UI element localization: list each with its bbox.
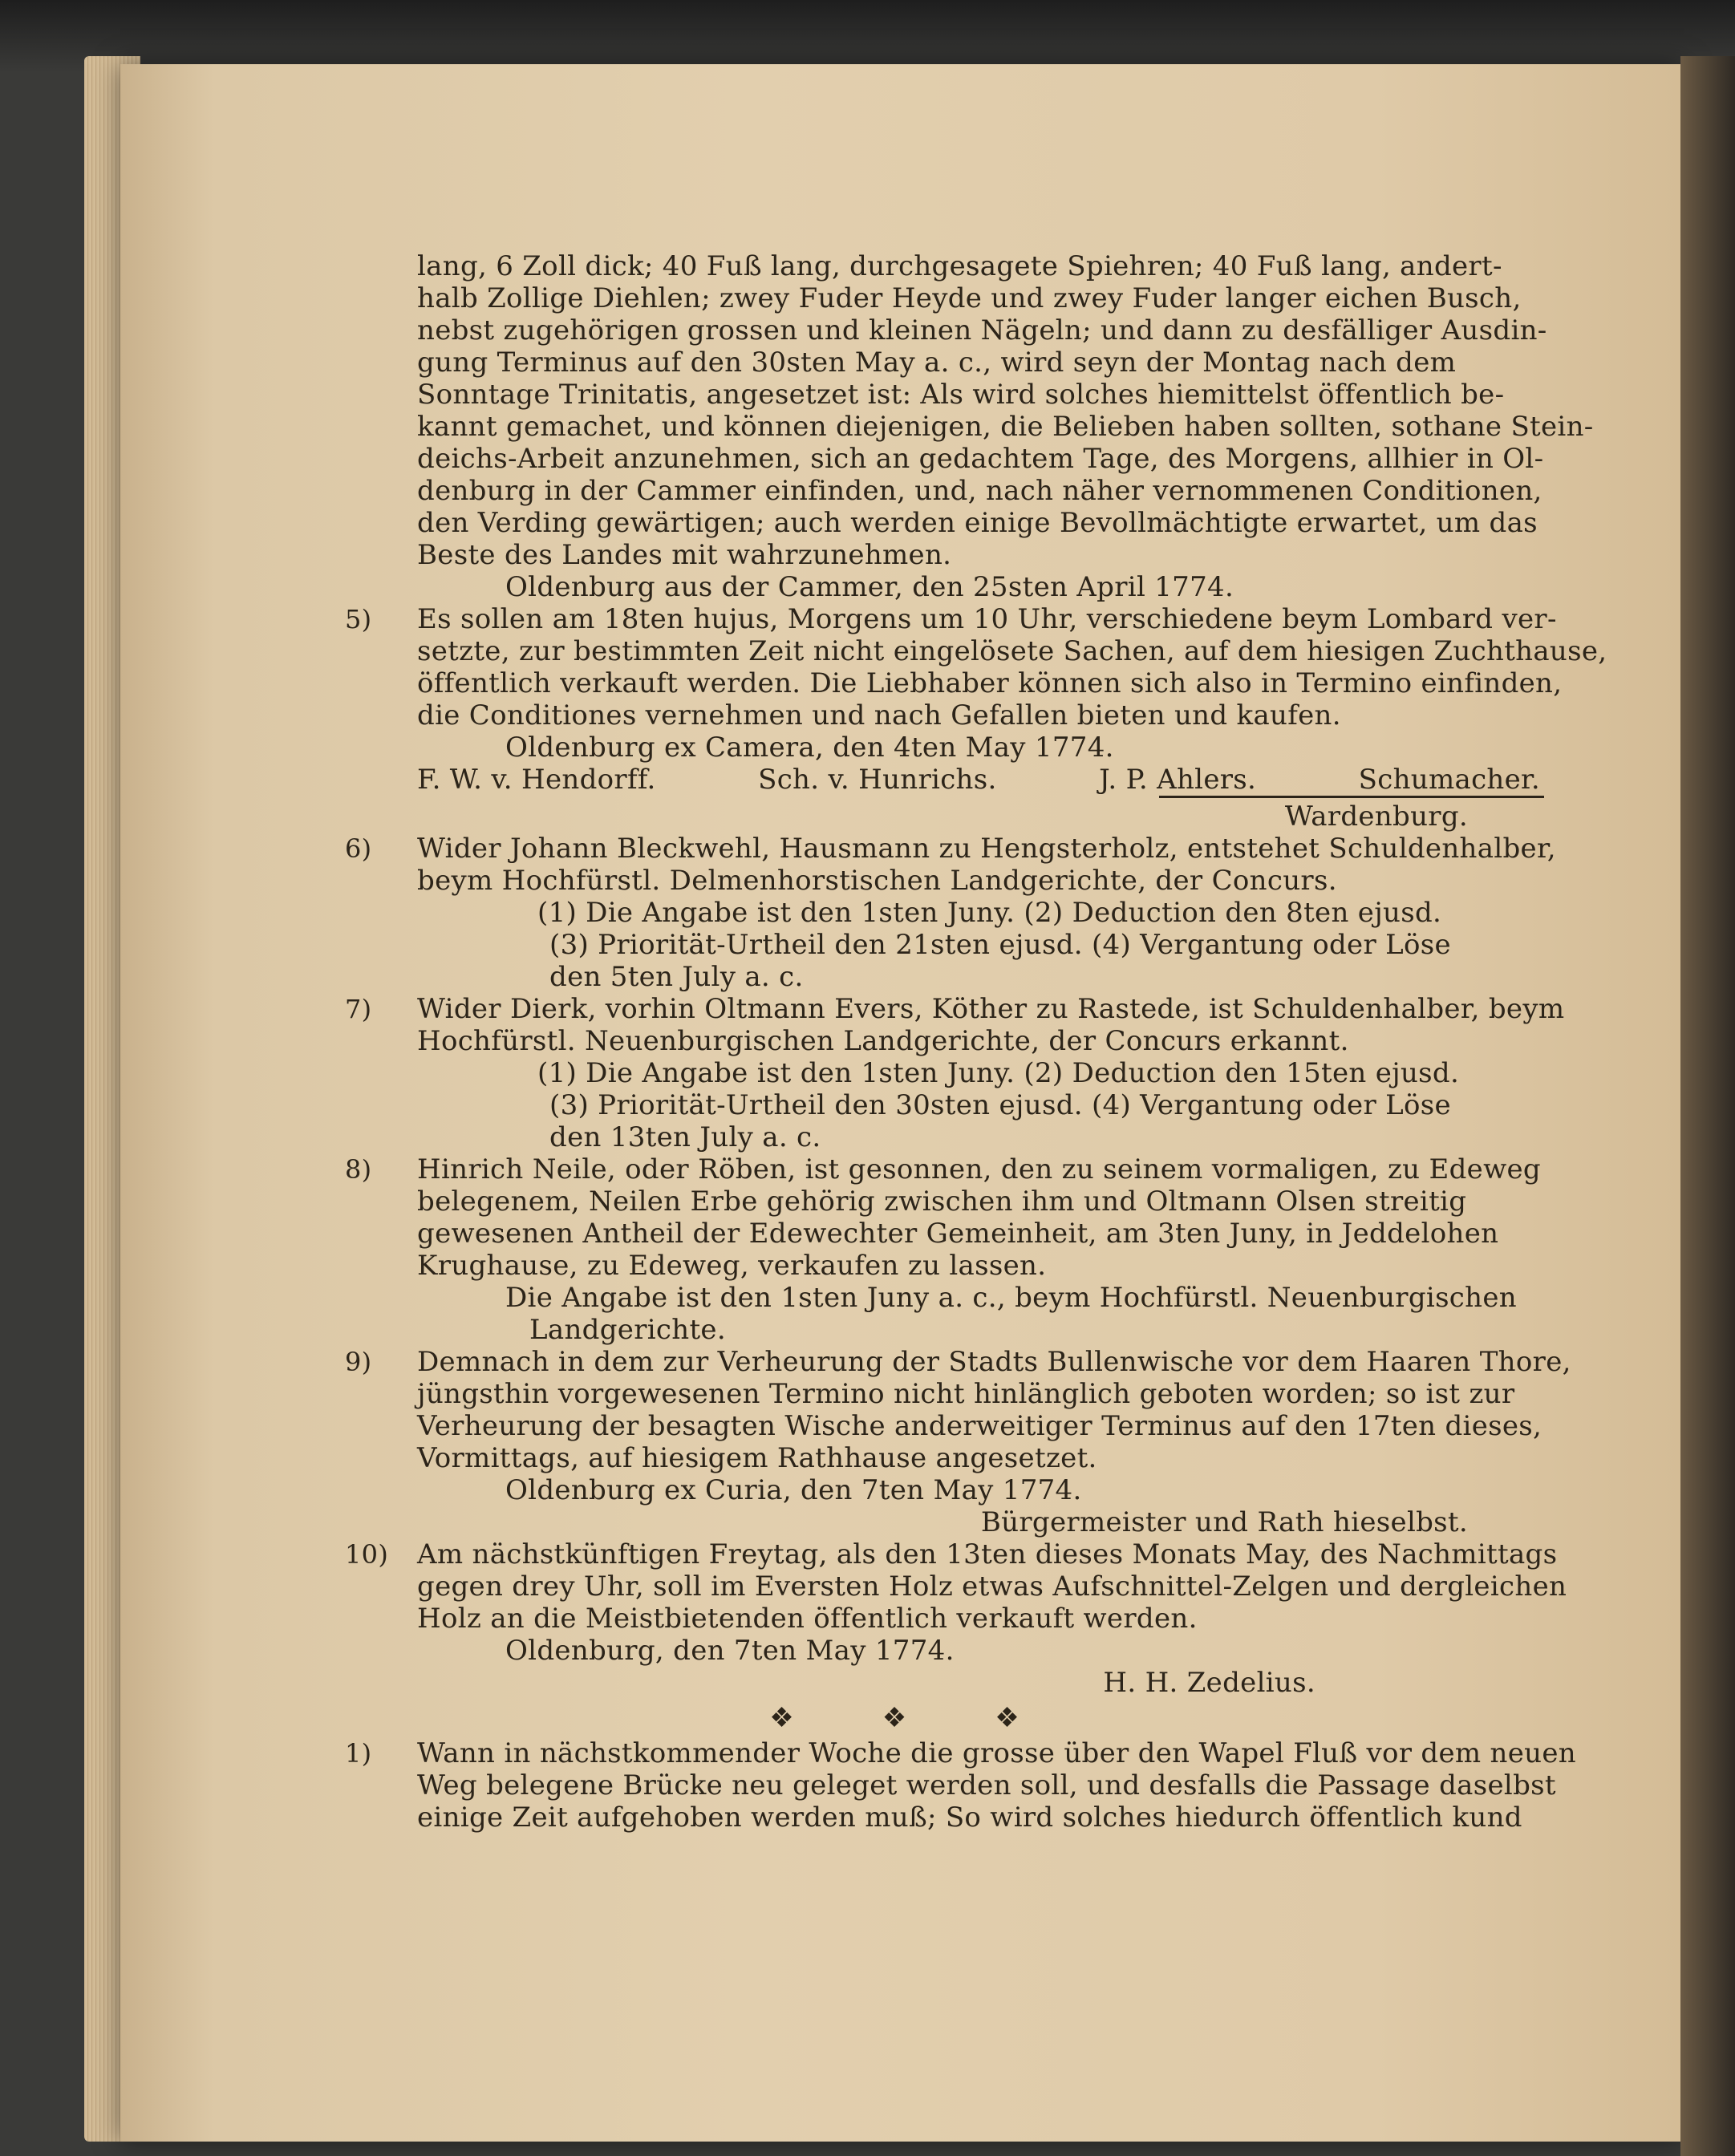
text-line: (1) Die Angabe ist den 1sten Juny. (2) Deduction den 15ten ejusd. — [537, 1057, 1460, 1089]
text-line: (3) Priorität-Urtheil den 30sten ejusd. (4) Vergantung oder Löse — [549, 1089, 1451, 1121]
text-line: Sonntage Trinitatis, angesetzet ist: Als wird solches hiemittelst öffentlich be- — [417, 379, 1505, 411]
text-line: Demnach in dem zur Verheurung der Stadts Bullenwische vor dem Haaren Thore, — [417, 1346, 1571, 1378]
entry-number: 7) — [345, 994, 372, 1024]
entry-10 — [345, 1538, 1567, 1699]
text-line: setzte, zur bestimmten Zeit nicht eingelösete Sachen, auf dem hiesigen Zuchthause, — [417, 635, 1607, 667]
dateline: Oldenburg ex Camera, den 4ten May 1774. — [505, 732, 1114, 764]
signature: Sch. v. Hunrichs. — [758, 764, 997, 796]
signature: J. P. Ahlers. — [1099, 764, 1257, 796]
binding-gutter — [1680, 56, 1735, 2156]
text-line: (3) Priorität-Urtheil den 21sten ejusd. (4) Vergantung oder Löse — [549, 929, 1451, 961]
entry-number: 6) — [345, 833, 372, 864]
separator-rule — [417, 796, 1556, 800]
text-line: Wider Johann Bleckwehl, Hausmann zu Hengsterholz, entstehet Schuldenhalber, — [417, 833, 1556, 865]
entry-number: 8) — [345, 1154, 372, 1185]
entry-7 — [345, 993, 1565, 1153]
dateline: Oldenburg ex Curia, den 7ten May 1774. — [505, 1474, 1082, 1506]
entry-8 — [345, 1153, 1556, 1346]
text-line: Am nächstkünftigen Freytag, als den 13ten dieses Monats May, des Nachmittags — [417, 1538, 1558, 1570]
text-line: deichs-Arbeit anzunehmen, sich an gedachtem Tage, des Morgens, allhier in Ol- — [417, 443, 1544, 475]
text-line: gung Terminus auf den 30sten May a. c., wird seyn der Montag nach dem — [417, 346, 1457, 379]
entry-number: 5) — [345, 604, 372, 634]
ornament-icon: ❖ — [882, 1702, 995, 1734]
text-line: den Verding gewärtigen; auch werden einige Bevollmächtigte erwartet, um das — [417, 507, 1538, 539]
text-line: Hochfürstl. Neuenburgischen Landgerichte, der Concurs erkannt. — [417, 1025, 1349, 1057]
text-line: Verheurung der besagten Wische anderweitiger Terminus auf den 17ten dieses, — [417, 1410, 1542, 1442]
text-line: Weg belegene Brücke neu geleget werden soll, und desfalls die Passage daselbst — [417, 1769, 1556, 1801]
entry-6 — [345, 833, 1556, 993]
signature: Schumacher. — [1358, 764, 1540, 796]
text-line: öffentlich verkauft werden. Die Liebhaber können sich also in Termino einfinden, — [417, 667, 1563, 699]
dateline: Oldenburg aus der Cammer, den 25sten April 1774. — [505, 571, 1234, 603]
top-shadow — [0, 0, 1735, 72]
signature: F. W. v. Hendorff. — [417, 764, 656, 796]
text-line: kannt gemachet, und können diejenigen, die Belieben haben sollten, sothane Stein- — [417, 411, 1594, 443]
text-line: belegenem, Neilen Erbe gehörig zwischen ihm und Oltmann Olsen streitig — [417, 1185, 1467, 1218]
entry-9 — [345, 1346, 1571, 1538]
text-line: den 13ten July a. c. — [549, 1121, 821, 1153]
text-line: den 5ten July a. c. — [549, 961, 804, 993]
ornament-icon: ❖ — [769, 1702, 882, 1734]
text-line: gegen drey Uhr, soll im Eversten Holz etwas Aufschnittel-Zelgen und dergleichen — [417, 1570, 1567, 1603]
dateline: Oldenburg, den 7ten May 1774. — [505, 1635, 955, 1667]
text-line: die Conditiones vernehmen und nach Gefallen bieten und kaufen. — [417, 699, 1341, 732]
signature-row — [417, 764, 1556, 796]
section-place: Wardenburg. — [1284, 800, 1468, 833]
continuation-block — [417, 250, 1594, 603]
text-line: (1) Die Angabe ist den 1sten Juny. (2) Deduction den 8ten ejusd. — [537, 897, 1442, 929]
entry-number: 1) — [345, 1738, 372, 1769]
text-line: Landgerichte. — [529, 1314, 726, 1346]
ornament-icon: ❖ — [995, 1702, 1108, 1734]
text-line: einige Zeit aufgehoben werden muß; So wird solches hiedurch öffentlich kund — [417, 1801, 1522, 1834]
text-line: Vormittags, auf hiesigem Rathhause angesetzet. — [417, 1442, 1097, 1474]
entry-number: 10) — [345, 1539, 389, 1570]
entry-5 — [345, 603, 1607, 800]
text-line: Wann in nächstkommender Woche die grosse über den Wapel Fluß vor dem neuen — [417, 1737, 1576, 1769]
entry-number: 9) — [345, 1347, 372, 1377]
text-line: Es sollen am 18ten hujus, Morgens um 10 Uhr, verschiedene beym Lombard ver- — [417, 603, 1557, 635]
text-line: lang, 6 Zoll dick; 40 Fuß lang, durchgesagete Spiehren; 40 Fuß lang, andert- — [417, 250, 1502, 282]
text-line: Beste des Landes mit wahrzunehmen. — [417, 539, 952, 571]
text-line: Wider Dierk, vorhin Oltmann Evers, Köther zu Rastede, ist Schuldenhalber, beym — [417, 993, 1565, 1025]
signature: Bürgermeister und Rath hieselbst. — [980, 1506, 1468, 1538]
text-line: nebst zugehörigen grossen und kleinen Nägeln; und dann zu desfälliger Ausdin- — [417, 314, 1547, 346]
ornament-divider — [417, 1702, 1556, 1734]
text-line: jüngsthin vorgewesenen Termino nicht hinlänglich geboten worden; so ist zur — [417, 1378, 1515, 1410]
page-text — [345, 250, 1607, 1834]
signature: H. H. Zedelius. — [1103, 1667, 1315, 1699]
text-line: Holz an die Meistbietenden öffentlich verkauft werden. — [417, 1603, 1198, 1635]
text-line: halb Zollige Diehlen; zwey Fuder Heyde und zwey Fuder langer eichen Busch, — [417, 282, 1522, 314]
text-line: Krughause, zu Edeweg, verkaufen zu lassen. — [417, 1250, 1047, 1282]
text-line: beym Hochfürstl. Delmenhorstischen Landgerichte, der Concurs. — [417, 865, 1337, 897]
entry-1 — [345, 1737, 1576, 1834]
text-line: Hinrich Neile, oder Röben, ist gesonnen, den zu seinem vormaligen, zu Edeweg — [417, 1153, 1541, 1185]
text-line: gewesenen Antheil der Edewechter Gemeinheit, am 3ten Juny, in Jeddelohen — [417, 1218, 1499, 1250]
text-line: Die Angabe ist den 1sten Juny a. c., beym Hochfürstl. Neuenburgischen — [505, 1282, 1517, 1314]
text-line: denburg in der Cammer einfinden, und, nach näher vernommenen Conditionen, — [417, 475, 1542, 507]
